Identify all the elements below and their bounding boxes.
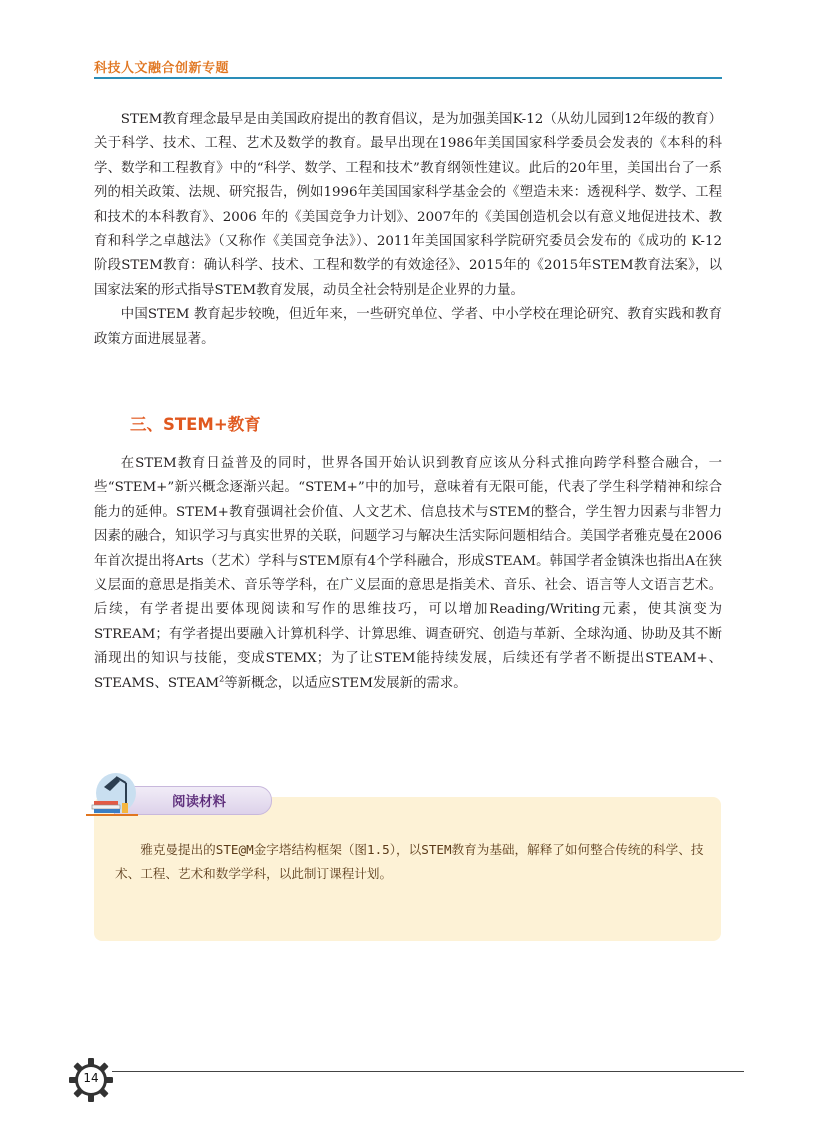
- page-number: 14: [83, 1071, 99, 1085]
- reading-material-paragraph: 雅克曼提出的STE@M金字塔结构框架（图1.5），以STEM教育为基础，解释了如何整合传统的科学、技术、工程、艺术和数学学科，以此制订课程计划。: [115, 842, 704, 881]
- header-divider: [94, 77, 722, 79]
- paragraph-stem-plus-main: 在STEM教育日益普及的同时，世界各国开始认识到教育应该从分科式推向跨学科整合融合，一些“STEM+”新兴概念逐渐兴起。“STEM+”中的加号，意味着有无限可能，代表了学生科学精神和综合能力的延伸。STEM+教育强调社会价值、人文艺术、信息技术与STEM的整合，学生智力因素与非智力因素的融合，知识学习与真实世界的关联，问题学习与解决生活实际问题相结合。美国学者雅克曼在2006年首次提出将Arts（艺术）学科与STEM原有4个学科融合，形成STEAM。韩国学者金镇洙也指出A在狭义层面的意思是指美术、音乐等学科，在广义层面的意思是指美术、音乐、社会、语言等人文语言艺术。后续，有学者提出要体现阅读和写作的思维技巧，可以增加Reading/Writing元素，使其演变为STREAM；有学者提出要融入计算机科学、计算思维、调查研究、创造与革新、全球沟通、协助及其不断涌现出的知识与技能，变成STEMX；为了让STEM能持续发展，后续还有学者不断提出STEAM+、STEAMS、STEAM: [94, 456, 722, 691]
- reading-material-text: [115, 838, 713, 886]
- paragraph-stem-plus: [94, 452, 722, 696]
- section-stem-plus-text: [94, 452, 722, 696]
- section-heading-stem-plus: 三、STEM+教育: [130, 415, 261, 434]
- footer-divider: [112, 1071, 744, 1072]
- running-header-title: 科技人文融合创新专题: [94, 61, 230, 76]
- desk-lamp-books-icon: [86, 773, 138, 819]
- reading-material-label: 阅读材料: [172, 794, 226, 810]
- paragraph-china-stem: 中国STEM 教育起步较晚，但近年来，一些研究单位、学者、中小学校在理论研究、教育实践和教育政策方面进展显著。: [94, 307, 722, 347]
- paragraph-stem-plus-tail: 等新概念，以适应STEM发展新的需求。: [224, 675, 467, 691]
- paragraph-stem-history: STEM教育理念最早是由美国政府提出的教育倡议，是为加强美国K-12（从幼儿园到12年级的教育）关于科学、技术、工程、艺术及数学的教育。最早出现在1986年美国国家科学委员会发表的《本科的科学、数学和工程教育》中的“科学、数学、工程和技术”教育纲领性建议。此后的20年里，美国出台了一系列的相关政策、法规、研究报告，例如1996年美国国家科学基金会的《塑造未来：透视科学、数学、工程和技术的本科教育》、2006 年的《美国竞争力计划》、2007年的《美国创造机会以有意义地促进技术、教育和科学之卓越法》（又称作《美国竞争法》）、2011年美国国家科学院研究委员会发布的《成功的 K-12 阶段STEM教育：确认科学、技术、工程和数学的有效途径》、2015年的《2015年STEM教育法案》，以国家法案的形式指导STEM教育发展，动员全社会特别是企业界的力量。: [94, 112, 722, 298]
- section-intro-text: [94, 108, 722, 352]
- superscript-2: 2: [219, 674, 225, 684]
